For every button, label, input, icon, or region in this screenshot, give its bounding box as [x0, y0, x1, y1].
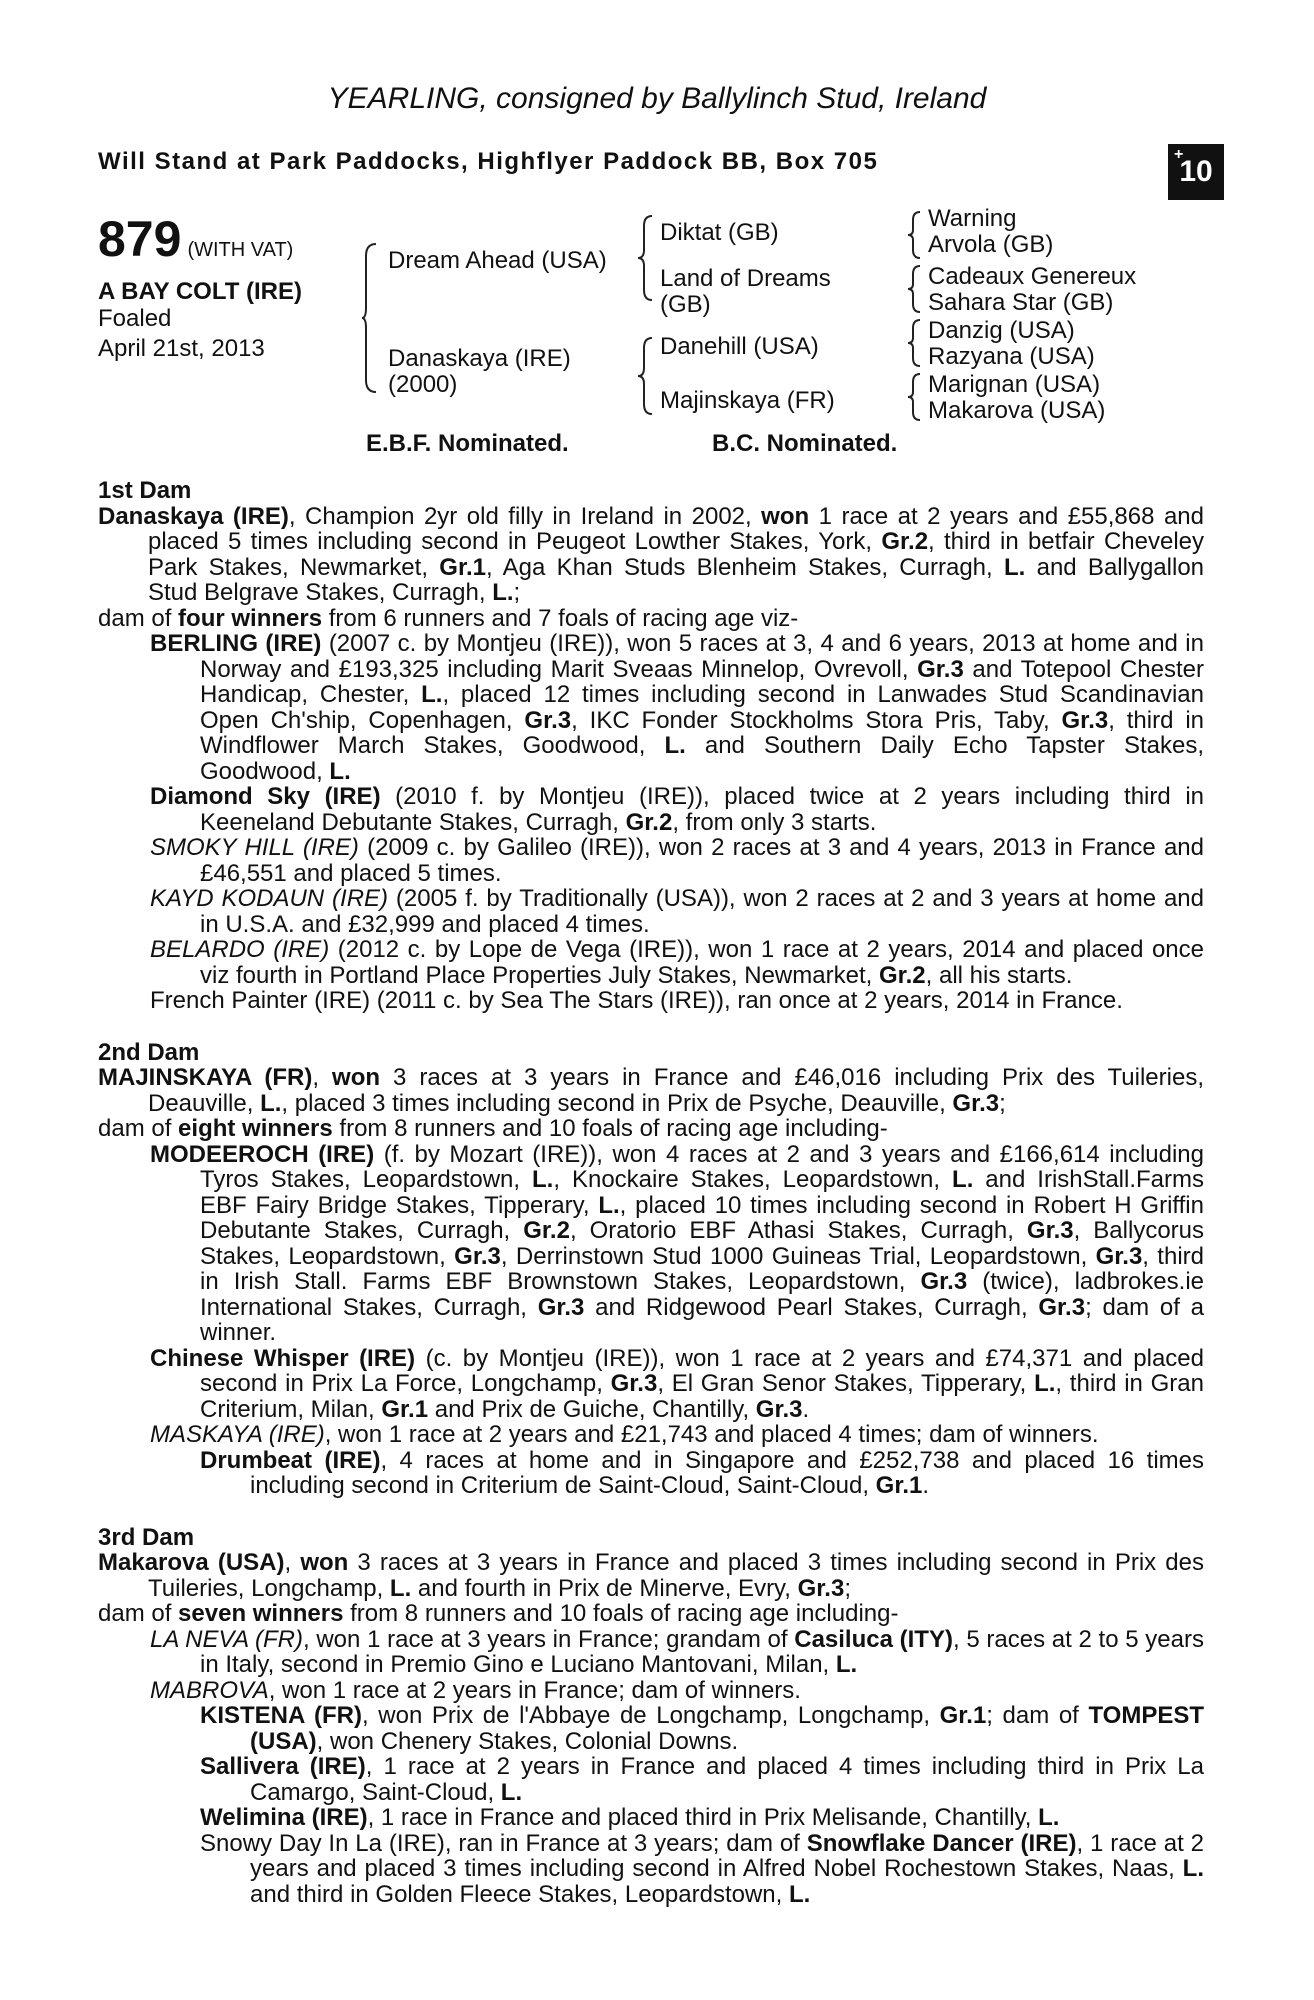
dam1-summary: Danaskaya (IRE), Champion 2yr old filly in Ireland in 2002, won 1 race at 2 years and £55,868 and placed 5 times including second in Peugeot Lowther Stakes, York, Gr.2, third in betfair Cheveley Park Stakes, Newmarket, Gr.1, Aga Khan Studs Blenheim Stakes, Curragh, L. and Ballygallon Stud Belgrave Stakes, Curragh, L.;	[98, 502, 1205, 606]
dam1-produce-smoky-hill: SMOKY HILL (IRE) (2009 c. by Galileo (IRE)), won 2 races at 3 and 4 years, 2013 in France and £46,551 and placed 5 times.	[150, 834, 1205, 887]
dam1-heading: 1st Dam	[98, 477, 192, 504]
dam3-produce-la-neva: LA NEVA (FR), won 1 race at 3 years in France; grandam of Casiluca (ITY), 5 races at 2 to 5 years in Italy, second in Premio Gino e Luciano Mantovani, Milan, L.	[150, 1625, 1204, 1678]
dam1-produce-intro: dam of four winners from 6 runners and 7 foals of racing age viz-	[98, 604, 799, 632]
stand-location: Will Stand at Park Paddocks, Highflyer Paddock BB, Box 705	[98, 148, 879, 175]
pedigree-sire-dam-line2: (GB)	[660, 291, 711, 318]
page-number-badge	[1168, 144, 1224, 200]
pedigree-sire-sire: Diktat (GB)	[660, 219, 779, 246]
dam3-produce-mabrova: MABROVA, won 1 race at 2 years in France; dam of winners.	[150, 1676, 801, 1704]
pedigree-dam-sire: Danehill (USA)	[660, 333, 819, 360]
foaled-block	[98, 304, 265, 364]
horse-description: A BAY COLT (IRE)	[98, 278, 303, 305]
catalogue-body	[98, 478, 1204, 1907]
dam3-heading: 3rd Dam	[98, 1523, 195, 1551]
dam2-produce-maskaya: MASKAYA (IRE), won 1 race at 2 years and £21,743 and placed 4 times; dam of winners.	[150, 1421, 1099, 1448]
dam2-produce-intro: dam of eight winners from 8 runners and 10 foals of racing age including-	[98, 1115, 888, 1142]
dam1-produce-french-painter: French Painter (IRE) (2011 c. by Sea The Stars (IRE)), ran once at 2 years, 2014 in France.	[150, 987, 1123, 1014]
foaled-date: April 21st, 2013	[98, 335, 265, 362]
pedigree-dam-line1: Danaskaya (IRE)	[388, 345, 571, 372]
pedigree-brace-dam	[638, 336, 654, 416]
page-title: YEARLING, consigned by Ballylinch Stud, Ireland	[327, 82, 987, 115]
bc-nomination: B.C. Nominated.	[712, 430, 898, 457]
page-badge-number: 10	[1179, 155, 1213, 188]
pedigree-sire-dam-line1: Land of Dreams	[660, 265, 831, 292]
dam3-grandproduce-kistena: KISTENA (FR), won Prix de l'Abbaye de Longchamp, Longchamp, Gr.1; dam of TOMPEST (USA), won Chenery Stakes, Colonial Downs.	[200, 1702, 1205, 1755]
pedigree-ggsire-2: Cadeaux Genereux	[928, 263, 1137, 290]
dam1-produce-berling: BERLING (IRE) (2007 c. by Montjeu (IRE)), won 5 races at 3, 4 and 6 years, 2013 at home and in Norway and £193,325 including Marit Sveaas Minnelop, Ovrevoll, Gr.3 and Totepool Chester Handicap, Chester, L., placed 12 times including second in Lanwades Stud Scandinavian Open Ch'ship, Copenhagen, Gr.3, IKC Fonder Stockholms Stora Pris, Taby, Gr.3, third in Windflower March Stakes, Goodwood, L. and Southern Daily Echo Tapster Stakes, Goodwood, L.	[150, 630, 1205, 785]
lot-number: 879	[98, 211, 182, 267]
pedigree-brace-g4	[908, 372, 922, 422]
vat-note: (WITH VAT)	[187, 239, 294, 261]
dam3-summary: Makarova (USA), won 3 races at 3 years in France and placed 3 times including second in Prix des Tuileries, Longchamp, L. and fourth in Prix de Minerve, Evry, Gr.3;	[98, 1549, 1204, 1602]
pedigree-ggdam-4: Makarova (USA)	[928, 397, 1106, 424]
dam3-produce-intro: dam of seven winners from 8 runners and 10 foals of racing age including-	[98, 1600, 899, 1627]
pedigree-brace-sire	[638, 214, 654, 302]
dam3-grandproduce-sallivera: Sallivera (IRE), 1 race at 2 years in France and placed 4 times including third in Prix La Camargo, Saint-Cloud, L.	[200, 1753, 1205, 1806]
dam2-heading: 2nd Dam	[98, 1038, 200, 1066]
pedigree-dam-line2: (2000)	[388, 371, 458, 398]
pedigree-ggdam-3: Razyana (USA)	[928, 343, 1095, 370]
ebf-nomination: E.B.F. Nominated.	[366, 430, 569, 457]
pedigree-brace-g1	[908, 210, 922, 260]
dam2-summary: MAJINSKAYA (FR), won 3 races at 3 years in France and £46,016 including Prix des Tuileries, Deauville, L., placed 3 times including second in Prix de Psyche, Deauville, Gr.3;	[98, 1064, 1204, 1117]
page-badge-mark: +	[1174, 146, 1184, 163]
dam2-produce-modeeroch: MODEEROCH (IRE) (f. by Mozart (IRE)), won 4 races at 2 and 3 years and £166,614 including Tyros Stakes, Leopardstown, L., Knockaire Stakes, Leopardstown, L. and IrishStall.Farms EBF Fairy Bridge Stakes, Tipperary, L., placed 10 times including second in Robert H Griffin Debutante Stakes, Curragh, Gr.2, Oratorio EBF Athasi Stakes, Curragh, Gr.3, Ballycorus Stakes, Leopardstown, Gr.3, Derrinstown Stud 1000 Guineas Trial, Leopardstown, Gr.3, third in Irish Stall. Farms EBF Brownstown Stakes, Leopardstown, Gr.3 (twice), ladbrokes.ie International Stakes, Curragh, Gr.3 and Ridgewood Pearl Stakes, Curragh, Gr.3; dam of a winner.	[150, 1140, 1205, 1346]
foaled-label: Foaled	[98, 305, 172, 332]
dam3-grandproduce-welimina: Welimina (IRE), 1 race in France and placed third in Prix Melisande, Chantilly, L.	[200, 1804, 1060, 1831]
pedigree-brace-col1	[362, 242, 378, 394]
dam1-produce-belardo: BELARDO (IRE) (2012 c. by Lope de Vega (IRE)), won 1 race at 2 years, 2014 and placed once viz fourth in Portland Place Properties July Stakes, Newmarket, Gr.2, all his starts.	[150, 936, 1204, 989]
pedigree-ggdam-2: Sahara Star (GB)	[928, 289, 1114, 316]
dam3-grandproduce-snowy-day: Snowy Day In La (IRE), ran in France at 3 years; dam of Snowflake Dancer (IRE), 1 race at 2 years and placed 3 times including second in Alfred Nobel Rochestown Stakes, Naas, L. and third in Golden Fleece Stakes, Leopardstown, L.	[200, 1829, 1204, 1908]
dam1-produce-diamond-sky: Diamond Sky (IRE) (2010 f. by Montjeu (IRE)), placed twice at 2 years including third in Keeneland Debutante Stakes, Curragh, Gr.2, from only 3 starts.	[150, 783, 1204, 836]
pedigree-brace-g3	[908, 318, 922, 368]
pedigree-sire: Dream Ahead (USA)	[388, 247, 607, 274]
pedigree-ggsire-4: Marignan (USA)	[928, 371, 1101, 398]
lot-number-block	[98, 210, 293, 268]
dam2-produce-chinese-whisper: Chinese Whisper (IRE) (c. by Montjeu (IRE)), won 1 race at 2 years and £74,371 and placed second in Prix La Force, Longchamp, Gr.3, El Gran Senor Stakes, Tipperary, L., third in Gran Criterium, Milan, Gr.1 and Prix de Guiche, Chantilly, Gr.3.	[150, 1344, 1204, 1423]
pedigree-ggsire-1: Warning	[928, 205, 1017, 232]
dam2-grandproduce-drumbeat: Drumbeat (IRE), 4 races at home and in Singapore and £252,738 and placed 16 times including second in Criterium de Saint-Cloud, Saint-Cloud, Gr.1.	[200, 1446, 1204, 1499]
pedigree-ggsire-3: Danzig (USA)	[928, 317, 1075, 344]
pedigree-dam-dam: Majinskaya (FR)	[660, 387, 835, 414]
pedigree-brace-g2	[908, 264, 922, 314]
pedigree-ggdam-1: Arvola (GB)	[928, 231, 1054, 258]
dam1-produce-kayd-kodaun: KAYD KODAUN (IRE) (2005 f. by Traditionally (USA)), won 2 races at 2 and 3 years at home and in U.S.A. and £32,999 and placed 4 times.	[150, 885, 1204, 938]
